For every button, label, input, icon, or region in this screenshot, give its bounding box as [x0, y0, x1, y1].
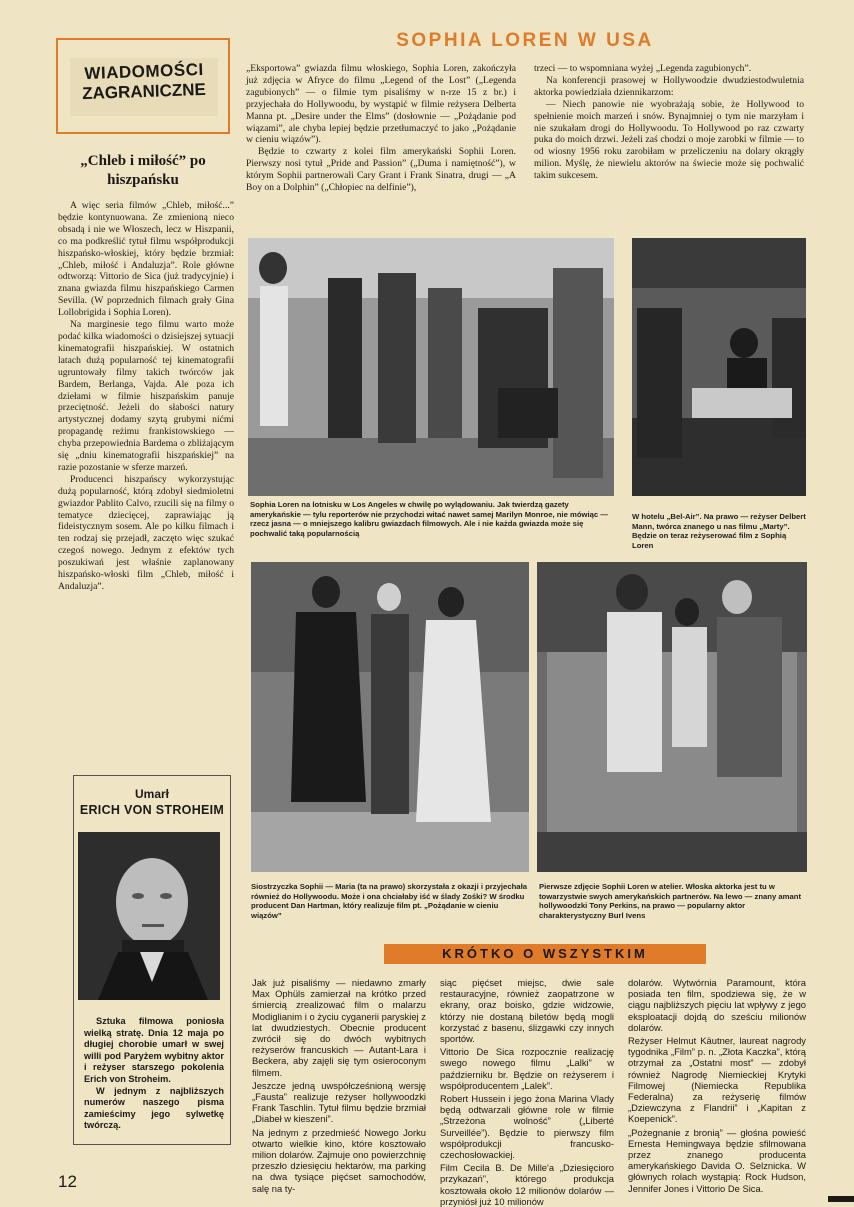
- main-paragraph: Na konferencji prasowej w Hollywoodzie dwudziestodwuletnia aktorka powiedziała dziennikarzom:: [534, 74, 804, 98]
- obituary-name: ERICH VON STROHEIM: [79, 803, 225, 817]
- photo-airport: [248, 238, 614, 496]
- news-item: Jak już pisaliśmy — niedawno zmarły Max Ophüls zamierzał na krótko przed śmiercią zrealizować film o malarzu Modiglianim i o życiu cyganerii paryskiej z lat dwudziestych. Obecnie producent zwrócił się do dwóch wybitnych reżyserów francuskich — Autant-Lara i Beckera, aby zajęli się tym osieroconym filmem.: [252, 977, 426, 1078]
- left-paragraph: A więc seria filmów „Chleb, miłość...” będzie kontynuowana. Ze zmienioną nieco obsadą i nie we Włoszech, lecz w Hiszpanii, co ma podkreślić tytuł filmu współprodukcji hiszpańsko-włoskiej, który będzie brzmiał: „Chleb, miłość i Andaluzja”. Role główne odtworzą: Vittorio de Sica (już tradycyjnie) i znana gwiazda filmu hiszpańskiego Carmen Sevilla. (W poprzednich filmach grały Gina Lollobrigida i Sophia Loren).: [58, 200, 234, 319]
- main-paragraph: Będzie to czwarty z kolei film amerykański Sophii Loren. Pierwszy nosi tytuł „Pride and Passion” („Duma i namiętność”), w którym Sophii partnerowali Cary Grant i Frank Sinatra, drugi — „A Boy on a Dolphin” („Chłopiec na delfinie”),: [246, 146, 516, 194]
- left-paragraph: Producenci hiszpańscy wykorzystując dużą popularność, którą zdobył siedmioletni gwiazdor Pablito Calvo, rzucili się na filmy o tematyce dziecięcej, zaprawiając ją fideistycznym sosem. Ale po kilku filmach i ten rodzaj się przejadł, zaczęto więc szukać czegoś nowego. Jednym z efektów tych poszukiwań jest właśnie zaplanowany hiszpańsko-włoski film „Chleb, miłość i Andaluzja”.: [58, 473, 234, 592]
- photo-atelier: [537, 562, 807, 872]
- atelier-image: [537, 562, 807, 872]
- news-item: Jeszcze jedną uwspółcześnioną wersję „Fausta” realizuje reżyser hollywoodzki Frank Taschlin. Tytuł filmu będzie brzmiał „Diabeł w kieszeni”.: [252, 1079, 426, 1125]
- main-paragraph: — Niech panowie nie wyobrażają sobie, że Hollywood to spełnienie moich marzeń i snów. Bynajmniej o tym nie marzyłam i nie szukałam drogi do Hollywoodu. To Hollywood po raz czwarty puka do moich drzwi. Jeżeli zaś chodzi o moje zarobki w filmie — to od wiosny 1956 roku zarobiłam w przeliczeniu na dolary okrągły milion. Myślę, że niewielu aktorów na świecie może się pochwalić takim sukcesem.: [534, 98, 804, 182]
- news-item: Vittorio De Sica rozpocznie realizację swego nowego filmu „Lalki” w październiku br. Będzie on reżyserem i współproducentem „Lalek”.: [440, 1046, 614, 1091]
- news-item: Robert Hussein i jego żona Marina Vlady będą odtwarzali główne role w filmie „Strzeżona wolność” („Liberté Surveillée”). Będzie to pierwszy film współprodukcji francusko-czechosłowackiej.: [440, 1093, 614, 1161]
- stroheim-portrait: [78, 832, 220, 1000]
- news-item: Reżyser Helmut Käutner, laureat nagrody tygodnika „Film” p. n. „Złota Kaczka”, którą otrzymał za „Ostatni most” — zdobył również Nagrodę Niemieckiej Krytyki Filmowej (Niemiecka Republika Federalna) za reżyserię filmów „Dziewczyna z Flandrii” i „Kapitan z Koepenick”.: [628, 1035, 806, 1125]
- short-news-col1: [252, 977, 426, 1194]
- obituary-heading: Umarł: [134, 787, 169, 801]
- short-news-title: KRÓTKO O WSZYSTKIM: [442, 946, 648, 961]
- news-item: dolarów. Wytwórnia Paramount, która posiada ten film, spodziewa się, że w ciągu najbliższych pięciu lat wpływy z jego eksploatacji dojdą do sześciu milionów dolarów.: [628, 977, 806, 1033]
- left-article-body: [58, 200, 234, 760]
- main-article-col1: [246, 63, 516, 233]
- main-article-col2: [534, 63, 804, 223]
- main-paragraph: trzeci — to wspomniana wyżej „Legenda zagubionych”.: [534, 63, 752, 74]
- short-news-col2: [440, 977, 614, 1207]
- page-number: 12: [58, 1172, 77, 1191]
- section-logo: [70, 58, 218, 116]
- obituary-paragraph: Sztuka filmowa poniosła wielką stratę. Dnia 12 maja po długiej chorobie umarł w swej willi pod Paryżem wybitny aktor i reżyser starszego pokolenia Erich von Stroheim.: [84, 1016, 224, 1084]
- main-article-title: SOPHIA LOREN W USA: [396, 30, 654, 51]
- short-news-col3: [628, 977, 806, 1194]
- portrait-image: [78, 832, 220, 1000]
- news-item: Na jednym z przedmieść Nowego Jorku otwarto wielkie kino, które kosztowało milion dolarów. Zajmuje ono powierzchnię przeszło dziesięciu hektarów, ma parking na dwa tysiące pięćset samochodów, salę na ty-: [252, 1126, 426, 1194]
- photo-hotel: [632, 238, 806, 496]
- caption-hotel: W hotelu „Bel-Air”. Na prawo — reżyser Delbert Mann, twórca znanego u nas filmu „Marty”. Będzie on teraz reżyserować film z Sophią Loren: [632, 512, 806, 550]
- news-item: „Pożegnanie z bronią” — głośna powieść Ernesta Hemingwaya będzie sfilmowana przez znanego producenta amerykańskiego Davida O. Selznicka. W głównych rolach wystąpią: Rock Hudson, Jennifer Jones i Vittorio De Sica.: [628, 1126, 806, 1194]
- photo-sister: [251, 562, 529, 872]
- caption-sister: Siostrzyczka Sophii — Maria (ta na prawo) skorzystała z okazji i przyjechała również do Hollywoodu. Może i ona chciałaby iść w ślady Zośki? W środku producent Dan Hartman, który realizuje film pt. „Pożądanie w cieniu wiązów”: [251, 882, 527, 920]
- logo-line-2: ZAGRANICZNE: [81, 79, 207, 104]
- obituary-text: [84, 1016, 224, 1134]
- main-paragraph: „Eksportowa” gwiazda filmu włoskiego, Sophia Loren, zakończyła już zdjęcia w Afryce do filmu „Legend of the Lost” („Legenda zagubionych” — o filmie tym pisaliśmy w n-rze 15 z br.) i przyjechała do Hollywoodu, by wystąpić w filmie reżysera Delberta Manna pt. „Desire under the Elms” (dosłownie — „Pożądanie pod wiązami”, ale chyba lepiej będzie przetłumaczyć to jako „Pożądanie w cieniu wiązów”).: [246, 63, 516, 146]
- caption-atelier: Pierwsze zdjęcie Sophii Loren w atelier. Włoska aktorka jest tu w towarzystwie swych amerykańskich partnerów. Na lewo — znany amant hollywoodzki Tony Perkins, na prawo — popularny aktor charakterystyczny Burl Ivens: [539, 882, 802, 920]
- hotel-image: [632, 238, 806, 496]
- corner-mark: [828, 1196, 854, 1202]
- news-item: siąc pięćset miejsc, dwie sale restauracyjne, również zaopatrzone w ekrany, oraz boisko, gdzie widzowie, którzy nie dostaną biletów będą mogli korzystać z basenu, ślizgawki czy innych sportów.: [440, 977, 614, 1045]
- sister-image: [251, 562, 529, 872]
- news-item: Film Cecila B. De Mille'a „Dziesięcioro przykazań”, którego produkcja kosztowała około 12 milionów dolarów — przyniósł już 10 milionów: [440, 1162, 614, 1207]
- left-paragraph: Na marginesie tego filmu warto może podać kilka wiadomości o dzisiejszej sytuacji kinematografii hiszpańskiej. W ostatnich latach dużą popularność tej kinematografii ugruntowały filmy takich twórców jak Bardem, Berlanga, Vajda. Ale poza ich dziełami w filmie hiszpańskim panuje przeciętność. Jeżeli do słabości natury artystycznej dodamy szytą grubymi nićmi propagandę reżimu frankistowskiego — chyba przepowiednia Bardema o zbliżającym się „dniu kinematografii hiszpańskiej” na razie pozostanie w sferze marzeń.: [58, 319, 234, 473]
- airport-image: [248, 238, 614, 496]
- obituary-paragraph: W jednym z najbliższych numerów naszego pisma zamieścimy jego sylwetkę twórczą.: [84, 1085, 224, 1131]
- left-article-title: „Chleb i miłość” po hiszpańsku: [80, 153, 206, 188]
- caption-airport: Sophia Loren na lotnisku w Los Angeles w chwilę po wylądowaniu. Jak twierdzą gazety amerykańskie — tylu reporterów nie przychodzi witać nawet samej Marilyn Monroe, nie mówiąc — rzecz jasna — o mniejszego kalibru gwiazdach filmowych. Ale i nie każda gwiazda może się pochwalić taką popularnością: [250, 500, 609, 538]
- logo-line-1: WIADOMOŚCI: [84, 59, 204, 84]
